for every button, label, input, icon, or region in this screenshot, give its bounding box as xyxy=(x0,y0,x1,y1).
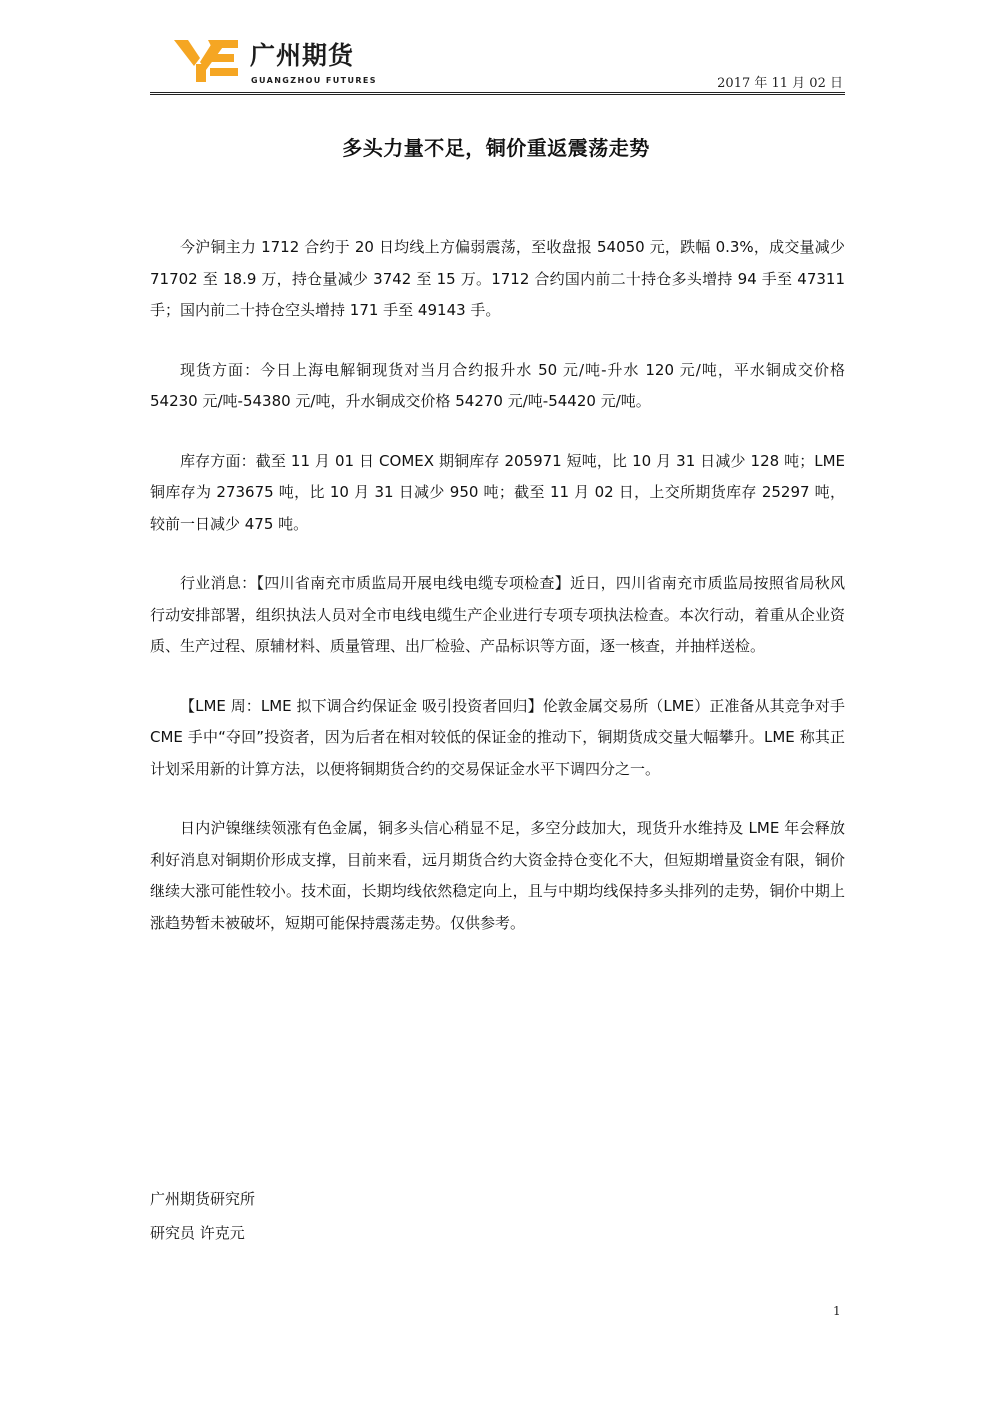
paragraph-market-summary: 今沪铜主力 1712 合约于 20 日均线上方偏弱震荡，至收盘报 54050 元，跌幅 0.3%，成交量减少 71702 至 18.9 万，持仓量减少 3742 至 15 万。1712 合约国内前二十持仓多头增持 94 手至 47311 手；国内前二十持仓空头增持 171 手至 49143 手。 xyxy=(150,238,845,319)
signature-block xyxy=(150,1182,255,1250)
signature-org: 广州期货研究所 xyxy=(150,1190,256,1208)
logo-english-name: GUANGZHOU FUTURES xyxy=(251,76,377,85)
paragraph-spot: 现货方面：今日上海电解铜现货对当月合约报升水 50 元/吨-升水 120 元/吨，平水铜成交价格 54230 元/吨-54380 元/吨，升水铜成交价格 54270 元/吨-54420 元/吨。 xyxy=(150,360,845,410)
logo-chinese-name: 广州期货 xyxy=(250,41,355,70)
signature-author: 研究员 许克元 xyxy=(150,1224,245,1242)
paragraph-inventory: 库存方面：截至 11 月 01 日 COMEX 期铜库存 205971 短吨，比 10 月 31 日减少 128 吨；LME 铜库存为 273675 吨，比 10 月 31 日减少 950 吨；截至 11 月 02 日，上交所期货库存 25297 吨，较前一日减少 475 吨。 xyxy=(150,451,845,533)
header-divider xyxy=(150,92,845,95)
paragraph-lme-news: 【LME 周：LME 拟下调合约保证金 吸引投资者回归】伦敦金属交易所（LME）正准备从其竞争对手 CME 手中“夺回”投资者，因为后者在相对较低的保证金的推动下，铜期货成交量大幅攀升。LME 称其正计划采用新的计算方法，以便将铜期货合约的交易保证金水平下调四分之一。 xyxy=(150,696,845,778)
page-number: 1 xyxy=(833,1304,841,1318)
document-title: 多头力量不足，铜价重返震荡走势 xyxy=(342,136,650,160)
company-logo xyxy=(174,38,404,86)
report-date: 2017 年 11 月 02 日 xyxy=(717,76,843,91)
paragraph-outlook: 日内沪镍继续领涨有色金属，铜多头信心稍显不足，多空分歧加大，现货升水维持及 LME 年会释放利好消息对铜期价形成支撑，目前来看，远月期货合约大资金持仓变化不大，但短期增量资金有限，铜价继续大涨可能性较小。技术面，长期均线依然稳定向上，且与中期均线保持多头排列的走势，铜价中期上涨趋势暂未被破坏，短期可能保持震荡走势。仅供参考。 xyxy=(150,819,845,932)
page-header xyxy=(150,30,845,94)
yf-logo-icon xyxy=(174,38,238,82)
document-body xyxy=(150,232,845,967)
paragraph-industry-news: 行业消息：【四川省南充市质监局开展电线电缆专项检查】近日，四川省南充市质监局按照省局秋风行动安排部署，组织执法人员对全市电线电缆生产企业进行专项专项执法检查。本次行动，着重从企业资质、生产过程、原辅材料、质量管理、出厂检验、产品标识等方面，逐一核查，并抽样送检。 xyxy=(150,574,845,655)
